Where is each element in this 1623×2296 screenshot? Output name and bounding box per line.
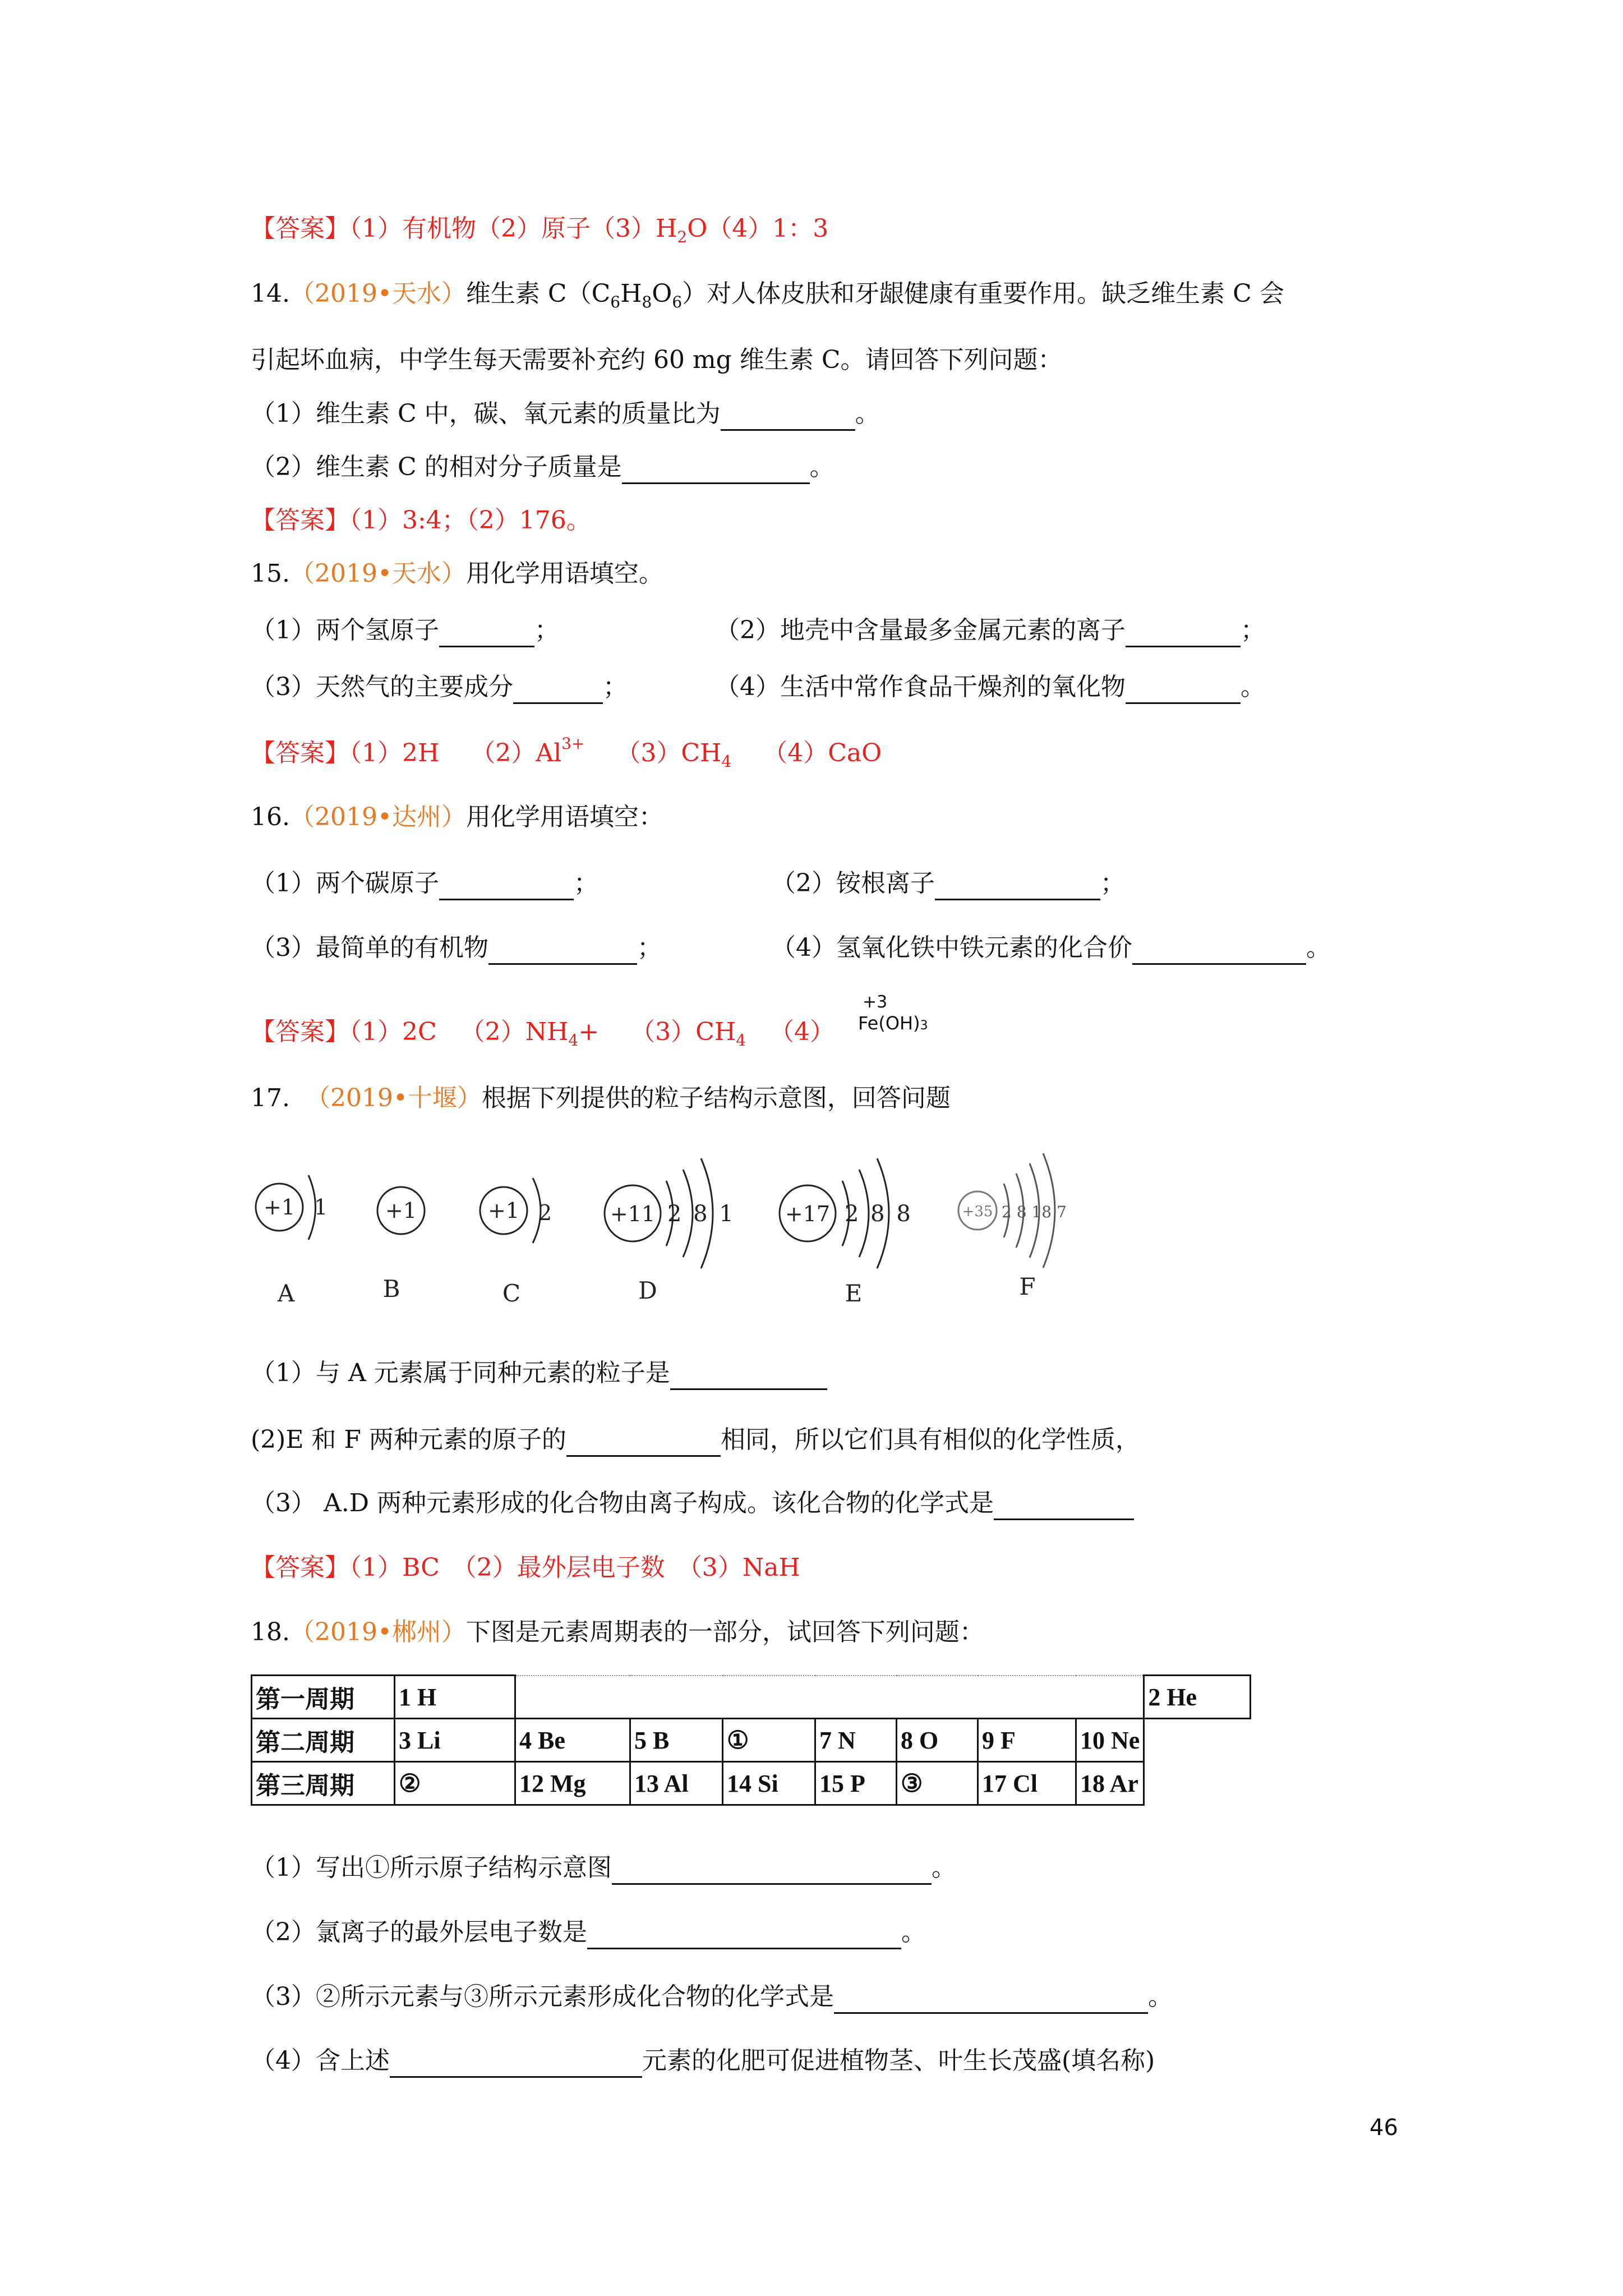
question-16-part3 xyxy=(251,931,662,965)
question-16-part1 xyxy=(251,867,598,900)
answer-text: （1）2C xyxy=(349,1018,437,1046)
question-17-part3 xyxy=(251,1487,1134,1520)
answer-text: （2）Al xyxy=(471,739,562,767)
formula-text: Fe(OH) xyxy=(858,1013,920,1034)
q14-text: 维生素 C（C xyxy=(465,279,611,308)
question-18-part3 xyxy=(251,1980,1173,2014)
q14-text: O xyxy=(652,279,672,308)
part-end: ； xyxy=(1100,869,1125,898)
answer-text: （3）CH xyxy=(616,739,722,767)
part-text: （1）写出①所示原子结构示意图 xyxy=(251,1853,612,1882)
question-number: 18. xyxy=(251,1618,290,1646)
question-stem: 下图是元素周期表的一部分，试回答下列问题： xyxy=(465,1618,984,1646)
question-number: 17. xyxy=(251,1084,290,1112)
answer-text: （3）CH xyxy=(630,1018,736,1046)
table-cell: ② xyxy=(395,1762,515,1805)
question-stem: 用化学用语填空。 xyxy=(465,559,663,588)
answer-sub: 4 xyxy=(736,1031,746,1050)
answer-label: 【答案】 xyxy=(251,1018,349,1046)
q14-sub: 8 xyxy=(642,293,652,311)
label-c: C xyxy=(502,1280,521,1307)
table-cell: 2 He xyxy=(1144,1676,1251,1719)
answer-blank[interactable] xyxy=(439,620,534,647)
periodic-table xyxy=(251,1674,1251,1806)
question-number: 15. xyxy=(251,559,290,588)
label-d: D xyxy=(638,1277,657,1304)
label-b: B xyxy=(382,1275,400,1303)
question-stem: 根据下列提供的粒子结构示意图，回答问题 xyxy=(481,1084,951,1112)
answer-blank[interactable] xyxy=(390,2050,642,2078)
table-cell: 7 N xyxy=(815,1719,897,1762)
nucleus-b: +1 xyxy=(385,1198,417,1223)
part-end: ； xyxy=(603,673,628,701)
answer-label: 【答案】 xyxy=(251,1553,349,1582)
part-end: ； xyxy=(574,869,598,898)
table-cell: 3 Li xyxy=(395,1719,515,1762)
nucleus-c: +1 xyxy=(487,1198,520,1223)
question-source: （2019•天水） xyxy=(289,559,466,588)
nucleus-f: +35 xyxy=(962,1203,993,1220)
answer-blank[interactable] xyxy=(994,1493,1134,1520)
answer-text: （4）CaO xyxy=(763,739,882,767)
question-14-line1 xyxy=(251,277,1284,319)
part-text: （4）生活中常作食品干燥剂的氧化物 xyxy=(715,673,1126,701)
answer-blank[interactable] xyxy=(935,873,1100,900)
table-row xyxy=(252,1762,1251,1805)
table-cell: 4 Be xyxy=(515,1719,630,1762)
question-15-part1 xyxy=(251,614,559,647)
question-source: （2019•达州） xyxy=(289,803,466,831)
question-14-part1 xyxy=(251,397,880,431)
answer-text: （1）BC （2）最外层电子数 （3）NaH xyxy=(349,1553,800,1582)
label-f: F xyxy=(1019,1273,1036,1300)
answer-blank[interactable] xyxy=(566,1429,721,1457)
answer-blank[interactable] xyxy=(1126,677,1241,704)
question-17-part1 xyxy=(251,1356,827,1390)
question-15-part4 xyxy=(715,670,1265,704)
table-cell: 13 Al xyxy=(630,1762,723,1805)
valence-mark: +3 xyxy=(863,992,888,1012)
answer-blank[interactable] xyxy=(612,1857,932,1885)
answer-text: （2）NH xyxy=(460,1018,569,1046)
table-cell: 10 Ne xyxy=(1076,1719,1144,1762)
part-text: （2）维生素 C 的相对分子质量是 xyxy=(251,453,622,481)
part-end: 。 xyxy=(809,453,834,481)
nucleus-e: +17 xyxy=(785,1202,831,1226)
formula-sub: 3 xyxy=(920,1019,928,1033)
q14-sub: 6 xyxy=(672,293,683,311)
table-cell: 12 Mg xyxy=(515,1762,630,1805)
question-17-stem xyxy=(251,1082,951,1115)
question-18-stem xyxy=(251,1616,984,1649)
part-text: （1）两个氢原子 xyxy=(251,616,439,645)
question-15-part2 xyxy=(715,614,1265,647)
part-text: （3）②所示元素与③所示元素形成化合物的化学式是 xyxy=(251,1982,834,2011)
part-text: （1）维生素 C 中，碳、氧元素的质量比为 xyxy=(251,399,721,428)
part-text: 相同，所以它们具有相似的化学性质， xyxy=(720,1425,1140,1454)
question-source: （2019•天水） xyxy=(289,279,466,308)
answer-blank[interactable] xyxy=(1132,937,1306,965)
answer-blank[interactable] xyxy=(488,937,637,965)
answer-13 xyxy=(251,212,828,254)
question-16-part2 xyxy=(771,867,1125,900)
q14-sub: 6 xyxy=(610,293,621,311)
question-17-part2 xyxy=(251,1423,1140,1457)
part-text: (2)E 和 F 两种元素的原子的 xyxy=(251,1425,566,1454)
answer-text2: O（4）1：3 xyxy=(687,214,829,243)
part-text: （4）氢氧化铁中铁元素的化合价 xyxy=(771,933,1132,962)
table-cell: 15 P xyxy=(815,1762,897,1805)
answer-blank[interactable] xyxy=(513,677,603,704)
part-text: （3）最简单的有机物 xyxy=(251,933,488,962)
label-a: A xyxy=(277,1280,295,1307)
answer-text: （1）2H xyxy=(349,739,440,767)
part-end: 。 xyxy=(901,1918,926,1947)
part-end: 。 xyxy=(855,399,880,428)
question-16-stem xyxy=(251,800,663,834)
electrons-e: 2 8 8 xyxy=(845,1201,911,1227)
part-end: ； xyxy=(637,933,662,962)
question-source: （2019•十堰） xyxy=(305,1084,482,1112)
part-text: （3）天然气的主要成分 xyxy=(251,673,513,701)
electrons-f: 2 8 18 7 xyxy=(1002,1203,1067,1221)
answer-blank[interactable] xyxy=(670,1363,827,1390)
electrons-a: 1 xyxy=(314,1195,328,1220)
nucleus-a: +1 xyxy=(263,1195,296,1220)
question-number: 14. xyxy=(251,279,290,308)
part-text: （2）铵根离子 xyxy=(771,869,935,898)
table-row xyxy=(252,1676,1251,1719)
table-cell: 第二周期 xyxy=(252,1719,395,1762)
question-14-part2 xyxy=(251,450,834,484)
electrons-c: 2 xyxy=(538,1200,552,1225)
table-cell: 18 Ar xyxy=(1076,1762,1144,1805)
question-16-part4 xyxy=(771,931,1331,965)
answer-label: 【答案】 xyxy=(251,506,349,535)
answer-label: 【答案】 xyxy=(251,739,349,767)
answer-blank[interactable] xyxy=(622,457,810,484)
table-cell: 第一周期 xyxy=(252,1676,395,1719)
question-stem: 用化学用语填空： xyxy=(465,803,663,831)
question-18-part1 xyxy=(251,1851,956,1885)
question-18-part2 xyxy=(251,1916,926,1949)
answer-label: 【答案】 xyxy=(251,214,349,243)
question-14-line2: 引起坏血病，中学生每天需要补充约 60 mg 维生素 C。请回答下列问题： xyxy=(251,346,1063,374)
table-cell: 14 Si xyxy=(723,1762,815,1805)
table-row xyxy=(252,1719,1251,1762)
page-number: 46 xyxy=(1370,2115,1398,2141)
table-cell: 17 Cl xyxy=(978,1762,1076,1805)
answer-14 xyxy=(251,504,591,537)
answer-blank[interactable] xyxy=(721,403,855,431)
nucleus-d: +11 xyxy=(610,1202,656,1226)
table-cell: 5 B xyxy=(630,1719,723,1762)
part-text: （1）与 A 元素属于同种元素的粒子是 xyxy=(251,1359,670,1387)
answer-blank[interactable] xyxy=(439,873,574,900)
answer-blank[interactable] xyxy=(587,1922,901,1949)
answer-text: （4） xyxy=(769,1018,834,1046)
part-text: （3） A.D 两种元素形成的化合物由离子构成。该化合物的化学式是 xyxy=(251,1489,994,1517)
answer-16 xyxy=(251,1015,834,1057)
answer-sub: 4 xyxy=(568,1031,579,1050)
q14-text: ）对人体皮肤和牙龈健康有重要作用。缺乏维生素 C 会 xyxy=(682,279,1284,308)
part-text: 元素的化肥可促进植物茎、叶生长茂盛(填名称) xyxy=(642,2046,1155,2075)
electrons-d: 2 8 1 xyxy=(667,1201,734,1227)
answer-17 xyxy=(251,1551,800,1585)
table-cell: ③ xyxy=(897,1762,978,1805)
table-cell: 第三周期 xyxy=(252,1762,395,1805)
label-e: E xyxy=(845,1280,863,1307)
particle-structure-diagrams xyxy=(247,1144,1133,1313)
table-cell: ① xyxy=(723,1719,815,1762)
table-cell: 9 F xyxy=(978,1719,1076,1762)
part-end: 。 xyxy=(932,1853,956,1882)
part-end: 。 xyxy=(1148,1982,1173,2011)
question-18-part4 xyxy=(251,2044,1155,2078)
table-cell: 8 O xyxy=(897,1719,978,1762)
answer-blank[interactable] xyxy=(1126,620,1241,647)
question-number: 16. xyxy=(251,803,290,831)
table-cell: 1 H xyxy=(395,1676,515,1719)
part-end: ； xyxy=(1241,616,1265,645)
question-source: （2019•郴州） xyxy=(289,1618,466,1646)
table-cell-blank xyxy=(515,1676,1144,1719)
question-15-part3 xyxy=(251,670,628,704)
answer-sup: 3+ xyxy=(561,734,585,753)
part-end: ； xyxy=(534,616,559,645)
question-15-stem xyxy=(251,557,663,591)
iron-valence-formula xyxy=(858,993,928,1037)
part-end: 。 xyxy=(1306,933,1331,962)
q14-text: H xyxy=(620,279,642,308)
answer-text: + xyxy=(578,1018,600,1046)
answer-15 xyxy=(251,727,882,779)
part-end: 。 xyxy=(1241,673,1265,701)
part-text: （2）氯离子的最外层电子数是 xyxy=(251,1918,587,1947)
part-text: （1）两个碳原子 xyxy=(251,869,439,898)
part-text: （2）地壳中含量最多金属元素的离子 xyxy=(715,616,1126,645)
answer-blank[interactable] xyxy=(834,1986,1148,2014)
part-text: （4）含上述 xyxy=(251,2046,390,2075)
answer-text: （1）有机物（2）原子（3）H xyxy=(349,214,677,243)
answer-sub: 2 xyxy=(677,228,688,246)
answer-sub: 4 xyxy=(721,752,732,771)
answer-text: （1）3:4；（2）176。 xyxy=(349,506,591,535)
